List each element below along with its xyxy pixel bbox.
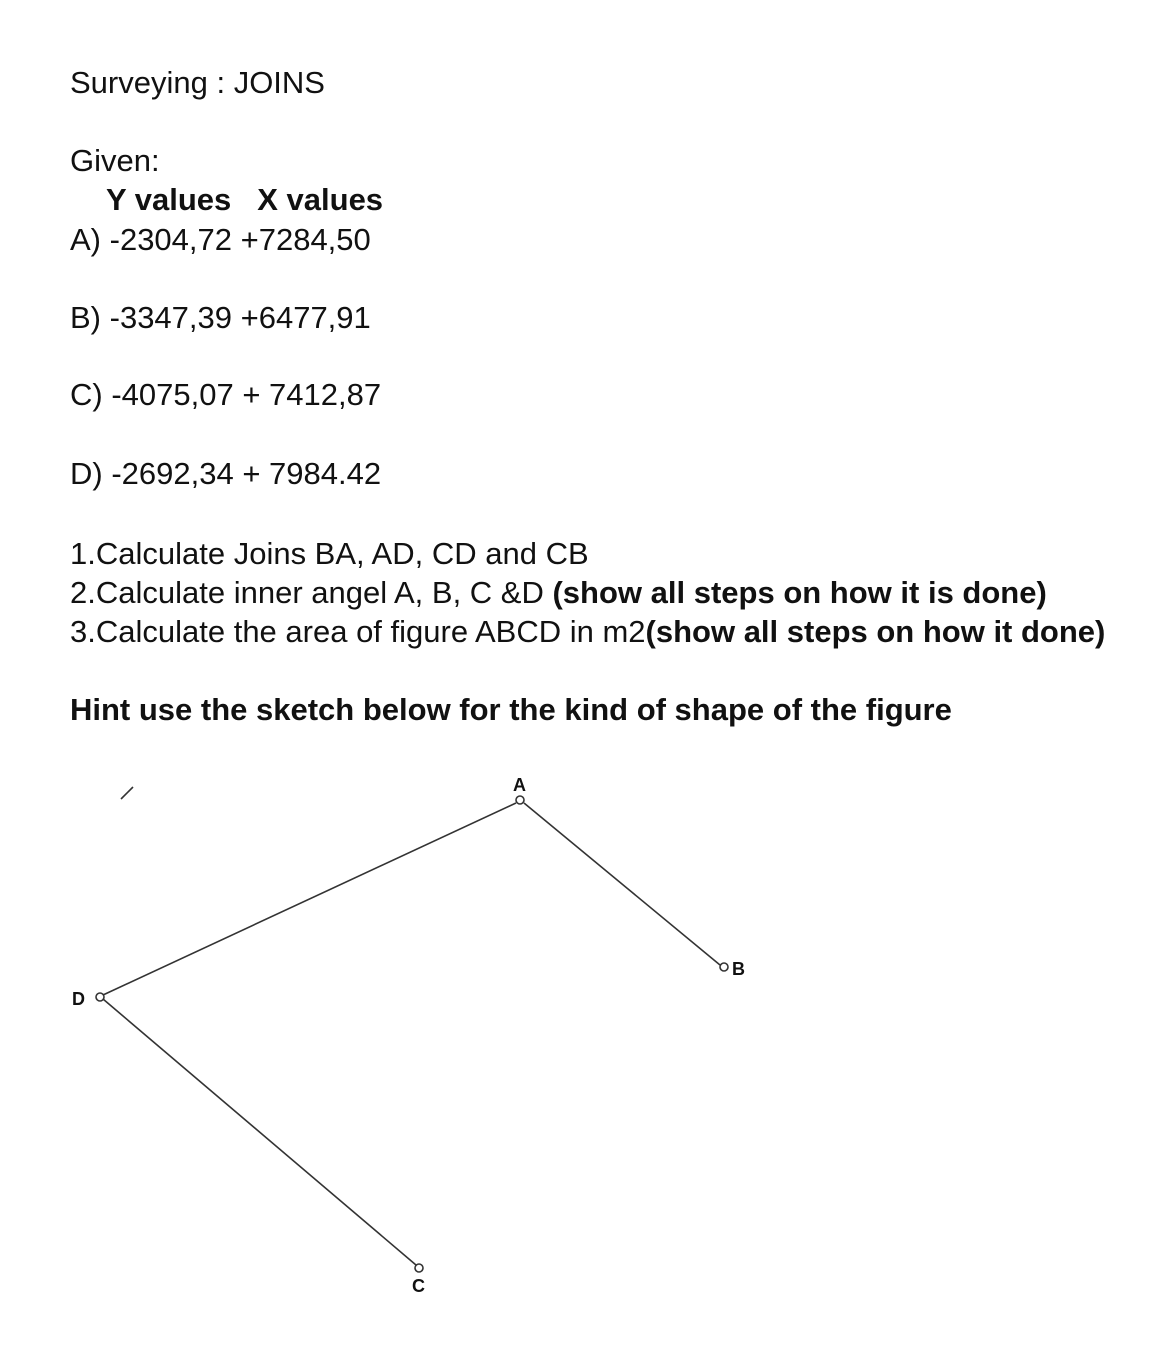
question-text: 2.Calculate inner angel A, B, C &D: [70, 575, 553, 610]
given-label: Given:: [70, 143, 160, 178]
point-coords: -2304,72 +7284,50: [109, 222, 371, 257]
vertex-c-label: C: [412, 1276, 425, 1296]
question-emphasis: (show all steps on how it done): [645, 614, 1106, 649]
point-label: D): [70, 456, 103, 491]
x-values-header: X values: [257, 182, 384, 217]
line-da: [103, 803, 516, 995]
question-text: 1.Calculate Joins BA, AD, CD and CB: [70, 536, 589, 571]
vertex-b-marker: [720, 963, 728, 971]
point-coords: -3347,39 +6477,91: [109, 300, 371, 335]
line-ab: [524, 803, 720, 965]
vertex-b-label: B: [732, 959, 745, 979]
point-label: B): [70, 300, 101, 335]
vertex-c-marker: [415, 1264, 423, 1272]
y-values-header: Y values: [106, 182, 232, 217]
vertex-d-label: D: [72, 989, 85, 1009]
point-coords: -2692,34 + 7984.42: [111, 456, 382, 491]
point-coords: -4075,07 + 7412,87: [111, 377, 382, 412]
question-text: 3.Calculate the area of figure ABCD in m2: [70, 614, 646, 649]
page-title: Surveying : JOINS: [70, 65, 325, 100]
vertex-d-marker: [96, 993, 104, 1001]
sketch-lines: [103, 787, 720, 1265]
sketch-vertices: [96, 796, 728, 1272]
question-emphasis: (show all steps on how it is done): [552, 575, 1047, 610]
vertex-a-label: A: [513, 775, 526, 795]
line-dc: [103, 999, 416, 1265]
vertex-a-marker: [516, 796, 524, 804]
hint-text: Hint use the sketch below for the kind of shape of the figure: [70, 692, 952, 727]
point-label: A): [70, 222, 101, 257]
point-label: C): [70, 377, 103, 412]
stray-mark: [121, 787, 133, 799]
